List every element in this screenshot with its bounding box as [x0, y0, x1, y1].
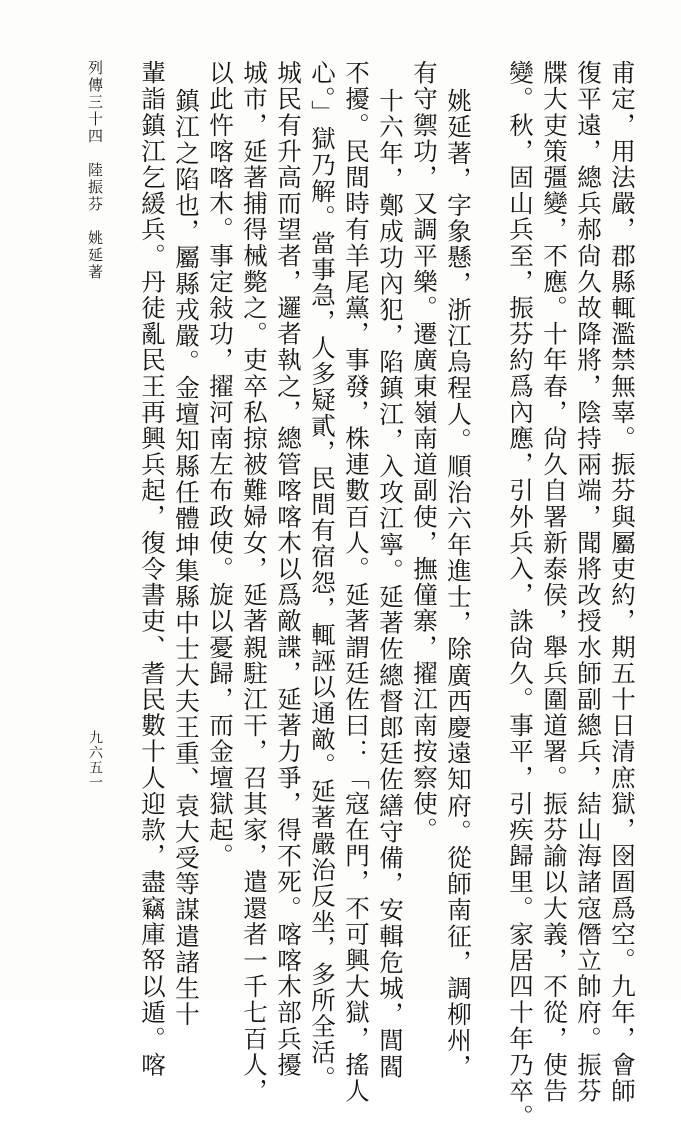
text-column-4: 變。秋，固山兵至，振芬約爲內應，引外兵入，誅尙久。事平，引疾歸里。家居四十年乃卒。 — [506, 60, 535, 1130]
text-column-10: 心。」獄乃解。當事急，人多疑貳，民間有宿怨，輒誣以通敵。延著嚴治反坐，多所全活。 — [308, 60, 337, 1092]
text-column-13: 以此忤喀喀木。事定敍功，擢河南左布政使。旋以憂歸，而金壇獄起。 — [206, 60, 235, 870]
text-column-14: 鎮江之陷也，屬縣戎嚴。金壇知縣任體坤集縣中士大夫王重、袁大受等謀遣諸生十 — [172, 88, 201, 1028]
text-column-1: 甫定，用法嚴，郡縣輒濫禁無辜。振芬與屬吏約，期五十日清庶獄，囹圄爲空。九年，會師 — [608, 60, 637, 1104]
text-column-11: 城民有升高而望者，邏者執之，總管喀喀木以爲敵諜，延著力爭，得不死。喀喀木部兵擾 — [274, 60, 303, 1078]
text-column-6: 姚延著，字象懸，浙江烏程人。順治六年進士，除廣西慶遠知府。從師南征，調柳州， — [444, 88, 473, 1080]
text-column-3: 牒大吏策彊變，不應。十年春，尙久自署新泰侯，舉兵圍道署。振芬諭以大義，不從，使告 — [540, 60, 569, 1104]
page-number: 九六五一 — [87, 730, 103, 790]
running-head: 列傳三十四 陸振芬 姚延著 — [86, 60, 104, 281]
text-column-2: 復平遠，總兵郝尙久故降將，陰持兩端，聞將改授水師副總兵，結山海諸寇僭立帥府。振芬 — [574, 60, 603, 1104]
text-column-8: 十六年，鄭成功內犯，陷鎮江，入攻江寧。延著佐總督郎廷佐繕守備，安輯危城，閭閻 — [376, 88, 405, 1080]
text-column-12: 城市，延著捕得械斃之。吏卒私掠被難婦女，延著親駐江干，召其家，遣還者一千七百人， — [240, 60, 269, 1104]
text-column-15: 輩詣鎮江乞緩兵。丹徒亂民王再興兵起，復令書吏、耆民數十人迎款，盡竊庫帑以遁。喀 — [138, 60, 167, 1078]
text-column-9: 不擾。民間時有羊尾黨，事發，株連數百人。延著謂廷佐曰：「寇在門，不可興大獄，搖人 — [342, 60, 371, 1104]
text-column-7: 有守禦功，又調平樂。遷廣東嶺南道副使，撫僮寨，擢江南按察使。 — [410, 60, 439, 843]
